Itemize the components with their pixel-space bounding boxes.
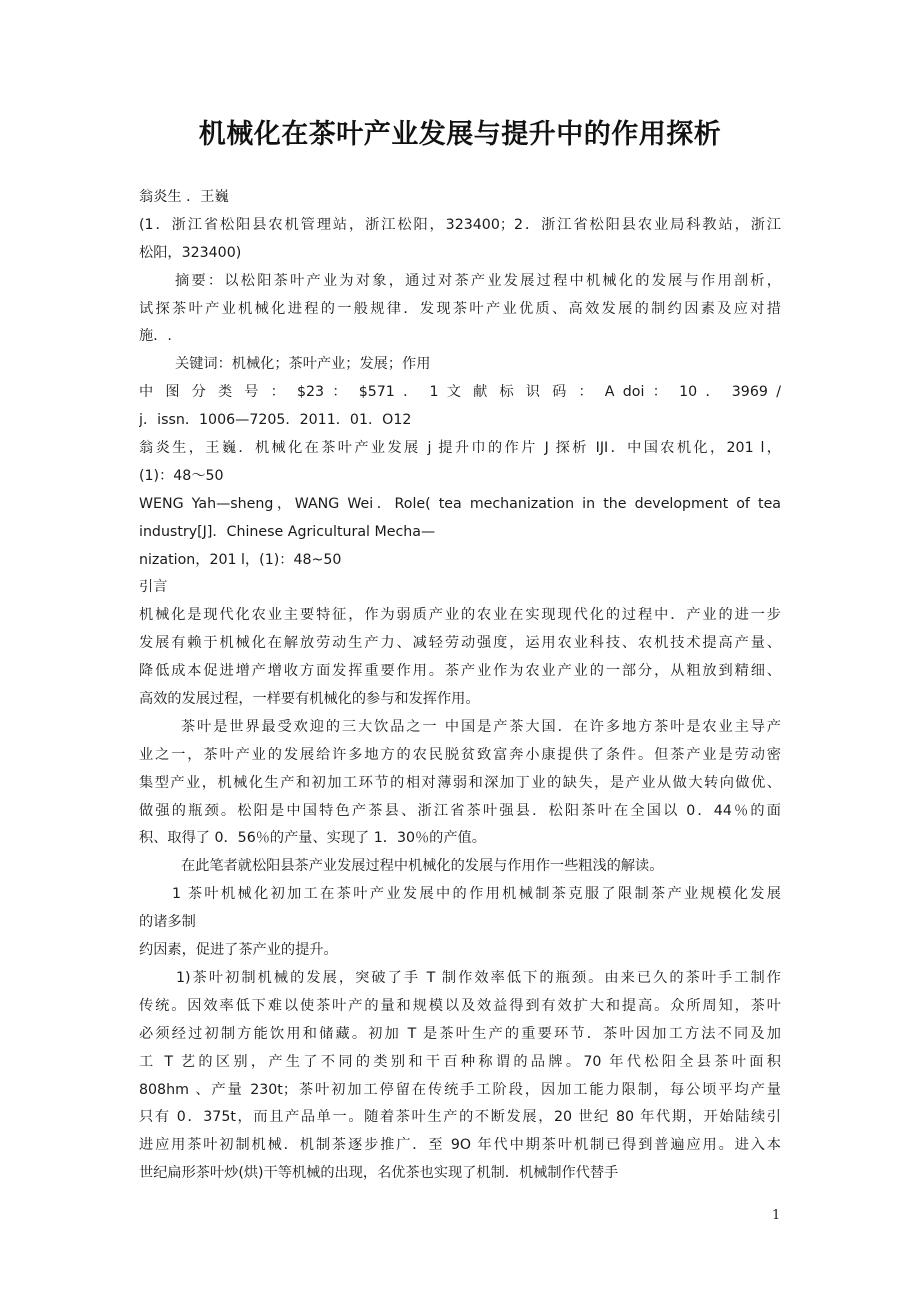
page-number: 1 — [772, 1208, 781, 1223]
document-body — [139, 184, 781, 1188]
english-citation-line: industry[J]．Chinese Agricultural Mecha— — [139, 523, 436, 540]
abstract-line: 试探茶叶产业机械化进程的一般规律．发现茶叶产业优质、高效发展的制约因素及应对措 — [139, 300, 781, 317]
paragraph-line: 进应用茶叶初制机械．机制茶逐步推广．至 9O 年代中期茶叶机制已得到普遍应用。进入本 — [139, 1137, 781, 1154]
document-title: 机械化在茶叶产业发展与提升中的作用探析 — [198, 119, 722, 150]
affiliation-line: (1．浙江省松阳县农机管理站，浙江松阳，323400；2．浙江省松阳县农业局科教站，浙江 — [139, 216, 781, 233]
paragraph-line: 1)茶叶初制机械的发展，突破了手 T 制作效率低下的瓶颈。由来已久的茶叶手工制作 — [176, 969, 781, 986]
classification-line: j．issn．1006—7205．2011．01．O12 — [139, 412, 412, 429]
authors: 翁炎生 ．王巍 — [139, 189, 229, 205]
abstract-line: 施．. — [139, 328, 172, 345]
paragraph-line: 世纪扁形茶叶炒(烘)干等机械的出现，名优茶也实现了机制．机械制作代替手 — [139, 1165, 619, 1182]
paragraph-line: 机械化是现代化农业主要特征，作为弱质产业的农业在实现现代化的过程中．产业的进一步 — [139, 607, 781, 624]
paragraph-line: 业之一，茶叶产业的发展给许多地方的农民脱贫致富奔小康提供了条件。但茶产业是劳动密 — [139, 746, 781, 763]
paragraph-line: 808hm 、产量 230t；茶叶初加工停留在传统手工阶段，因加工能力限制，每公顷平均产量 — [139, 1081, 781, 1098]
english-citation-line: WENG Yah—sheng，WANG Wei．Role( tea mechanization in the development of tea — [139, 495, 781, 512]
citation-line: 翁炎生，王巍．机械化在茶叶产业发展 j 提升巾的作片 J 探析 IJI．中国农机化，201 l， — [139, 440, 781, 457]
paragraph-line: 高效的发展过程，一样要有机械化的参与和发挥作用。 — [139, 691, 480, 708]
paragraph-line: 集型产业，机械化生产和初加工环节的相对薄弱和深加丁业的缺失，是产业从做大转向做优、 — [139, 774, 781, 791]
paragraph-line: 做强的瓶颈。松阳是中国特色产茶县、浙江省茶叶强县．松阳茶叶在全国以 0．44％的面 — [139, 802, 781, 819]
paragraph-line: 在此笔者就松阳县茶产业发展过程中机械化的发展与作用作一些粗浅的解读。 — [181, 858, 664, 875]
affiliation-line: 松阳，323400) — [139, 244, 242, 261]
english-citation-line: nization，201 l，(1)：48~50 — [139, 551, 342, 568]
paragraph-line: 发展有赖于机械化在解放劳动生产力、减轻劳动强度，运用农业科技、农机技术提高产量、 — [139, 635, 781, 652]
section-heading-line: 的诸多制 — [139, 914, 196, 931]
paragraph-line: 降低成本促进增产增收方面发挥重要作用。茶产业作为农业产业的一部分，从粗放到精细、 — [139, 663, 781, 680]
section-heading: 引言 — [139, 579, 168, 596]
paragraph-line: 约因素，促进了茶产业的提升。 — [139, 942, 338, 959]
paragraph-line: 只有 0．375t，而且产品单一。随着茶叶生产的不断发展，20 世纪 80 年代期，开始陆续引 — [139, 1109, 781, 1126]
paragraph-line: 茶叶是世界最受欢迎的三大饮品之一 中国是产茶大国．在许多地方茶叶是农业主导产 — [181, 718, 781, 735]
paragraph-line: 传统。因效率低下难以使茶叶产的量和规模以及效益得到有效扩大和提高。众所周知，茶叶 — [139, 997, 781, 1014]
paragraph-line: 工 T 艺的区别，产生了不同的类别和干百种称谓的品牌。70 年代松阳全县茶叶面积 — [139, 1053, 781, 1070]
classification-line: 中 图 分 类 号 ： $23 ： $571 ． 1 文 献 标 识 码 ： A doi ： 10 ． 3969 / — [139, 384, 781, 401]
abstract-line: 摘要：以松阳茶叶产业为对象，通过对茶产业发展过程中机械化的发展与作用剖析， — [175, 272, 781, 289]
citation-line: (1)：48～50 — [139, 467, 224, 484]
section-heading-line: 1 茶叶机械化初加工在茶叶产业发展中的作用机械制茶克服了限制茶产业规模化发展 — [172, 886, 781, 903]
keywords: 关键词：机械化；茶叶产业；发展；作用 — [175, 356, 431, 373]
paragraph-line: 积、取得了 0．56％的产量、实现了 1．30％的产值。 — [139, 830, 486, 847]
paragraph-line: 必须经过初制方能饮用和储藏。初加 T 是茶叶生产的重要环节．茶叶因加工方法不同及加 — [139, 1025, 781, 1042]
